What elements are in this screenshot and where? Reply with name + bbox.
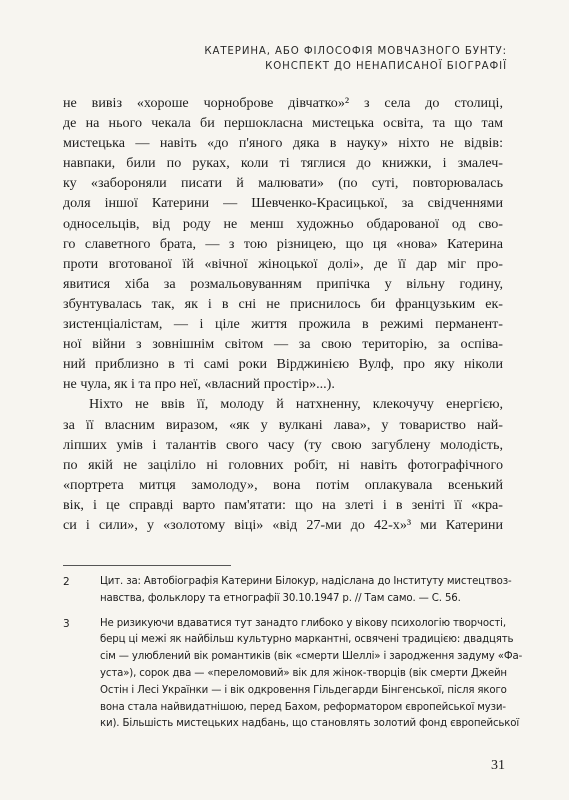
footnote-line: уста»), сорок два — «переломовий» вік для жінок-творців (вік смерти Джейн [100, 667, 507, 679]
footnote-text [100, 616, 523, 734]
text-line: мистецька — навіть «до п'яного дяка в науку» ніхто не відвів: [63, 135, 503, 152]
footnote-line: вона стала найвидатнішою, перед Бахом, реформатором європейської музи- [100, 701, 506, 713]
footnote-line: ки). Більшість мистецьких надбань, що становлять золотий фонд європейської [100, 718, 520, 730]
text-line: зистенціалістам, — і ціле життя прожила в режимі перманент- [63, 316, 503, 333]
text-line: ліпших умів і талантів свого часу (ту свою загублену молодість, [63, 436, 503, 453]
paragraph-2 [63, 394, 503, 535]
footnote-line: Цит. за: Автобіографія Катерини Білокур, надіслана до Інституту мистецтвоз- [100, 576, 512, 587]
footnote-divider [63, 565, 231, 566]
text-line: не чула, як і та про неї, «власний простір»...). [63, 376, 335, 393]
footnote-3 [63, 616, 523, 734]
text-line: за її власним виразом, «як у вулкані лава», у товариство най- [63, 416, 503, 433]
page-number: 31 [491, 758, 505, 773]
text-line: односельців, від роду не менш художньо обдарованої од сво- [63, 215, 503, 232]
running-head-line-1: КАТЕРИНА, АБО ФІЛОСОФІЯ МОВЧАЗНОГО БУНТУ: [204, 46, 507, 57]
text-line: збунтувалась так, як і в сні не приснилось би французьким ек- [63, 295, 503, 312]
text-line: ної війни з зовнішнім світом — за свою територію, за оспіва- [63, 336, 503, 353]
text-line: явитися хіба за розмальовуванням припічка у вільну годину, [63, 275, 503, 292]
footnote-line: сім — улюблений вік романтиків (вік «смерти Шеллі» і зародження задуму «Фа- [100, 651, 523, 663]
text-line: не вивіз «хороше чорноброве дівчатко»² з села до столиці, [63, 95, 503, 111]
text-line: доля іншої Катерини — Шевченко-Красицької, за свідченнями [63, 195, 503, 212]
footnote-line: Остін і Лесі Українки — і вік одкровення Гільдегарди Бінгенської, після якого [100, 684, 507, 696]
text-line: де на нього чекала би першокласна мистецька освіта, та що там [63, 115, 503, 132]
footnote-number: 3 [63, 617, 70, 630]
text-line: си і сили», у «золотому віці» «від 27-ми до 42-х»³ ми Катерини [63, 516, 503, 533]
text-line: ний приблизно в ті самі роки Вірджинією Вулф, про яку ніколи [63, 356, 503, 373]
footnotes [63, 574, 523, 741]
text-line: навпаки, били по руках, коли ті тяглися до книжки, і змалеч- [63, 155, 503, 172]
main-text [63, 93, 503, 535]
text-line: вік, і це справді варто пам'ятати: що на злеті і в зеніті її «кра- [63, 496, 503, 513]
text-line: проти вготованої їй «вічної жіноцької долі», де її дар міг про- [63, 255, 503, 272]
text-line: «портрета митця замолоду», вона потім оплакувала всенький [63, 476, 503, 493]
footnote-2 [63, 574, 512, 608]
text-line: Ніхто не ввів її, молоду й натхненну, клекочучу енергією, [89, 396, 503, 413]
text-line: го славетного брата, — з тою різницею, що ця «нова» Катерина [63, 235, 503, 252]
footnote-line: берц ці межі як найбільш культурно маркантні, освячені традицією: двадцять [100, 634, 514, 646]
footnote-text [100, 574, 512, 608]
footnote-number: 2 [63, 576, 70, 588]
text-line: ку «забороняли писати й малювати» (по суті, повторювалась [63, 175, 503, 192]
footnote-line: навства, фольклору та етнографії 30.10.1947 р. // Там само. — С. 56. [100, 592, 461, 604]
paragraph-1 [63, 93, 503, 394]
running-head-line-2: КОНСПЕКТ ДО НЕНАПИСАНОЇ БІОГРАФІЇ [265, 61, 507, 72]
text-line: по якій не заціліло ні головних робіт, ні навіть фотографічного [63, 456, 503, 473]
footnote-line: Не ризикуючи вдаватися тут занадто глибоко у вікову психологію творчості, [100, 617, 506, 629]
running-head [204, 44, 507, 74]
